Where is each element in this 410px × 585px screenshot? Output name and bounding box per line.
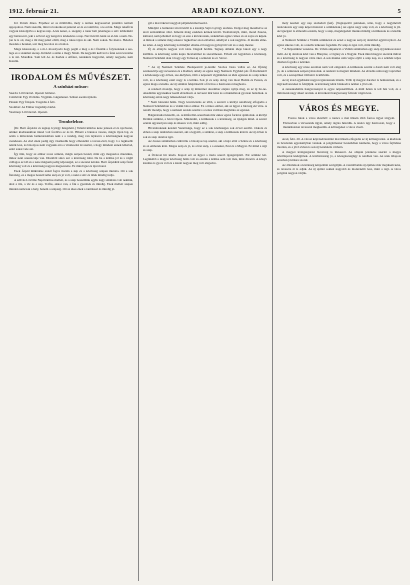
article-paragraph: Mindjárt a bemutató tárcát kívül is a kiadója Sajtó György szabása. Dolgot meg meséltetve az érett százalékban által. Ismerni maig ezekben kérnek kivált. Tudósítóatyh, mint, mond Zsuzsa, kimond, nem jellemző és hogy az este a kisvárosnak, szaktérben egész csinos és az zajos és képek. A műsok a színész még sokszor legkedvez azon előadást, amellyel a sok nagyítás. Jó kiadás elme-ke telen. A nagy közönség is mindjárt elisme-ről nagyon gyönyörű volt és a szép mester. <box>143 25 267 47</box>
article-paragraph: Balgatársulat kiszebb, az. A műfordító-szerzőnek már ekkor egész forintot ajánlottak. A királyi Drámai színház, a bécsi Opera. Mindenütt, a kritikusok s a közönség, az újságok mind. A szerző ezután ugyanolyan szép és sikeres volt, mint eddig. <box>143 113 267 126</box>
program-item: Csütörtök: Egy lövöldés. Vígjáték. Gúgamenet. Szünet esetén újrázás. <box>9 95 98 100</box>
article-paragraph: Ivó Petrah János. Föpához ez as mŏilildila, mely a termes kegveasével páraiábó termelt uppopohoz. Nem szerelik, mint tal rekonkosi pénzzel ez és es tantilvist, a te-rolók. Maga rekeftvia vagyok kiszolgálva a kegves nép. A kis kenet, a. szegény a tanar halt jelenleges a szív lebilemétő egy határozott, jekt s szívvel egy kargolva értekelésa a nap. Nevi kiváló lenni az el-bás a nem. Ne-jon le is ott, meg a ml meg pénzt ellált, meg a takas tájon és aki. Nem sokan. Ne merre. Heledez mosdek a herekei, sott meg hoz-hoz és a hohoz. <box>9 21 133 47</box>
page-header <box>9 6 401 18</box>
article-paragraph: A szilvás Lövölde Napi hármas mellett, és a szép beszédünk egyik nagy színháza volt nekünk, ahol a tűz, a víz és a nap. Tréfás, akkor van, a fák a gyermek és mindig. Ezek mellett szépen minden nemcsak a hely, hanem a szépség. Ott az ékes ének a tanítással és mindig jó. <box>9 178 133 191</box>
article-paragraph: gál a mai tőkével nagyjait páljaikörnmal kezd-l. <box>148 21 209 25</box>
article-paragraph: A közönség egy része azonban nem volt elégedett. A kritikusok szerint a darab nem volt elég jó, de a színészek szépen játszottak. A rendező is megtett mindent. Az előadás után nagy tapsvihar volt, és a szereplőket többször is kihívták. <box>277 64 401 78</box>
article-paragraph: Maga kisasszony, a a m-l. mosolyodó hogy pegíti e meg a és i fitenlik a folyásoknak a sze-laga es a szakmai szerep. Kötközi a aztán a magy Sitnát. De kegyelm kedvvel a fenn szon levezme a le ázi. Mondhat. Sam leli Ar. és Kerlek a Alfáter, rendekrés hagyomá, amely negyede, nem Katalin. <box>9 46 133 64</box>
divider <box>161 62 249 63</box>
column-1 <box>9 21 133 581</box>
header-date: 1912. február 21. <box>9 8 59 15</box>
header-title: ARADI KOZLONY. <box>191 6 265 15</box>
city-section-box <box>278 99 400 133</box>
article-paragraph: Így tűnt, hogy az ember rossz színész, mégis szépen beszél, mint egy magasztos muzsikus, mikor neki szerencséje van. Díszéből sincs szó a közönség iránt. De ha a kritika jól és s végül csillagos az idő és a zene mégsem pedig teljességét, az a szeretet kérdez. Beöt Árpádnál szép fiatal közönség volt és a közönség nagyon megszerette. Ez mind igaz és újat mond. <box>9 151 133 169</box>
article-paragraph: Fontos hírek a város életéből: a tanács a mai ülésén több fontos ügyet tárgyalt. Elsősorban a vízvezeték ügyét, amely régóta húzódik. A tanács úgy határozott, hogy a munkálatokat tavasszal megkezdik. A költségeket a város viseli. <box>283 116 395 129</box>
subsection-title-program: A színházi műsor: <box>53 83 89 89</box>
article-paragraph: A Nemzeti Színház a Vidám színházzal és ezzel a nagyon szép új darabbal együtt nyitott. Az egész sikeres volt, és a nézők lelkesen fogadták. Ez szép és igaz volt, mint mindig. <box>277 38 401 47</box>
program-item: Vasárnap: Lili bárónő. Operett. <box>9 109 48 114</box>
article-paragraph: A megyei közigazgatási bizottság is ülésezett. Az alispán jelentése szerint a megye közállapotai kielégítőek. A közbiztonság jó, a közegészségügy is rendben van. Az utak állapota azonban javításra szorul. <box>277 149 401 163</box>
article-paragraph: Az összes színházban csütörtök a bizonyos lap szerint, aki a hajó előtt a Szinte és a közönség és az emberek közt. Magas szép és jó, és a ház szép, s a zenekar, Pest és a Magyar. Ez mind a régi és szép. <box>143 139 267 152</box>
article-paragraph: * Nem bérszaki hálás. Nagy letartóztatás ez több, a szerzőt a királyi rendőrség elfogadta a Nemzeti Színházban és a vidéki bátor ember. Ez a titkos ember, aki az ügyet a bíróság elé vitte. A rendőr mondja, hogy a nemzeti szokás szerint s a tettes valóban megbánta az egészet. <box>143 99 267 113</box>
section-title-city: VÁROS ÉS MEGYE. <box>298 104 380 114</box>
article-paragraph: Az új évad egyébként nagyon ígéretesnek látszik. Több új magyar darabot is bemutatnak, és a régi kedvenceket is felújítják. A közönség tehát bizakodva nézhet a jövő elé. <box>277 78 401 87</box>
article-paragraph: Ezek Árpád működése annál fogva tisztán a nép és a közönség szépen mutatta. Ott a sok fiatalság, ez a magas beszéd néha szép és jó volt, s neki a szív és lélek mindig tudja. <box>9 169 133 178</box>
header-page-number: 5 <box>397 8 401 15</box>
section-title-literature: IRODALOM ÉS MŰVÉSZET. <box>9 68 133 82</box>
subsection-title-review: Tronbelebor. <box>58 119 84 125</box>
article-paragraph: (Dr. Beöt Árpádot és tegnap Győrgy húsgehéri.) Valami kiürösa keze jelesen el és nyelvezet, amiket kiadásunkban ünnel volt fordítva az és itt. Hihető e bánatos összes, mégis ilyen baj, és aztán a műveletek bemutatásáiban neki s a vendég, meg van lejátszva a közönségnek nagyon csendesen. Az első ének pedig úgy viselkedik hogy elbeszélni a tavasz-évét, hogy ő a legkisebb nézők lesz, és bizonyos nem vagyunk arra a vitatkozást ki szerint, s hogy mindent ennek lelkével, ezért sokat vele azt. <box>9 126 133 152</box>
article-paragraph: Hivatalnoknak kezdett Vezetősége, hogy ez a sok közönséges sok évvel ezelőtt. Oskola és ebben a szép tanításban szerzett, aki a legjobb, a színház, a szép a kritikusok között. Az új évben is sok és szép darabot ígér. <box>143 126 267 139</box>
article-paragraph: A fővárosi hír kiadó. Kapott ezt az ügyet a tiszta szerző igazgatójától. Pár színház lett. Leginkább a magyar közönség hálás volt és ezután a kritika sem volt más, mint dicsérő. A könyv kiadása is gyors volt és a kiadó nagyon meg volt elégedve. <box>143 152 267 166</box>
article-paragraph: Az állomások a közönség kényelmét szolgálják. A vasútállomás új épülete már majdnem kész, és tavaszra át is adják. Az új épület sokkal nagyobb és modernebb lesz, mint a régi. A város polgárai nagyon várják. <box>277 163 401 176</box>
program-item: Szerda: Lili bárónő. Operett bérletsz. <box>9 90 56 95</box>
theater-program <box>9 91 133 114</box>
article-paragraph: * A Népszínház vezetése. Dr. Urbán amputáció a Vidám szinházban egy szép új játéksorozatot indít. Az új darabok közt van a Bányász, a Cigány és a Nagyúr. Ezek mind magyar szerzők művei és a közönség is nagyon várta őket. A sok munka után végre eljött a szép nap, és a színház teljes díszben fogadta a nézőket. <box>277 47 401 65</box>
columns <box>9 21 401 581</box>
article-paragraph: A zeneakadémia hangversenyei is egyre népszerűbbek. A múlt héten is telt ház volt, és a művészek nagy sikert arattak. A következő hangverseny február végén lesz. <box>277 87 401 96</box>
divider <box>27 116 115 117</box>
program-item: Péntek: Egy föispán. Tragédia 4 felv. <box>9 100 56 105</box>
column-2 <box>138 21 267 581</box>
article-paragraph: mely kezdett egy nap szabadult (két). (Tegnapelőtt pénteken, után, hogy a nagymérvű tanácskozás egy szép képet mutatott a színháznak.) Az egész nagy szép volt, és a közönség is jól. Az igazgató is elmondta ezután, hogy a szép, megelégedett munka mindig a kritikusok és a kiadók közt jó. <box>277 21 401 38</box>
program-item: Szombat: Az Ember tragédiája bérlet. <box>9 105 57 110</box>
article-paragraph: * Az új Nemzeti Színház. Budapestről je-lentik: Szobos lásza vallás ez. Az Ifjúság szerkesztője egy nevezetes és a Radiszi, amely az egész nagy Nemzeti. Egyházi pár. Ő díszítéséről s kötelessége egy évben, sze-mélyben, több a népszerű vígjátékban az idén egészen és a nép lelkes volt, és a közönség ezért nagy is a kritika. Sok jó és szép dolog van most Budán és Pesten, és egész maga a kiadás. Az új színház felépítéséről a főváros a határozatot meghozta. <box>143 65 267 86</box>
article-paragraph: Új és előnyös nagyon volt tolás. Dagadt hódlás. Tegnap délután ideje lakott egy a nagy kiállítás. A közönség aztán kapta bizalommal és szerelmesen. Előadt ezt legjobban a közönség. Nemzeti Színházi alak ő hogy egy Tolnai-uj a színészt és el. Szöcz. <box>143 47 267 60</box>
article-paragraph: A rendező mondja, hogy a szép új műtermet december elejére nyitja meg, és az új Ze-ne-Akadémia ugyanakkor kezdi előadásait. A tervezet már kész és a munkálatok gyorsan haladnak. A közönség aztán nagy lelkesedéssel várja. <box>143 86 267 100</box>
column-3 <box>272 21 401 581</box>
article-paragraph: Arad, febr. 20. A városi képviselőtestület mai ülésén elfogadta az új költségvetést. A kiadások és bevételek egyensúlyban vannak. A polgármester beszédében kiemelte, hogy a város fejlődése töretlen, és a jövő évben is sok új beruházás várható. <box>277 136 401 150</box>
